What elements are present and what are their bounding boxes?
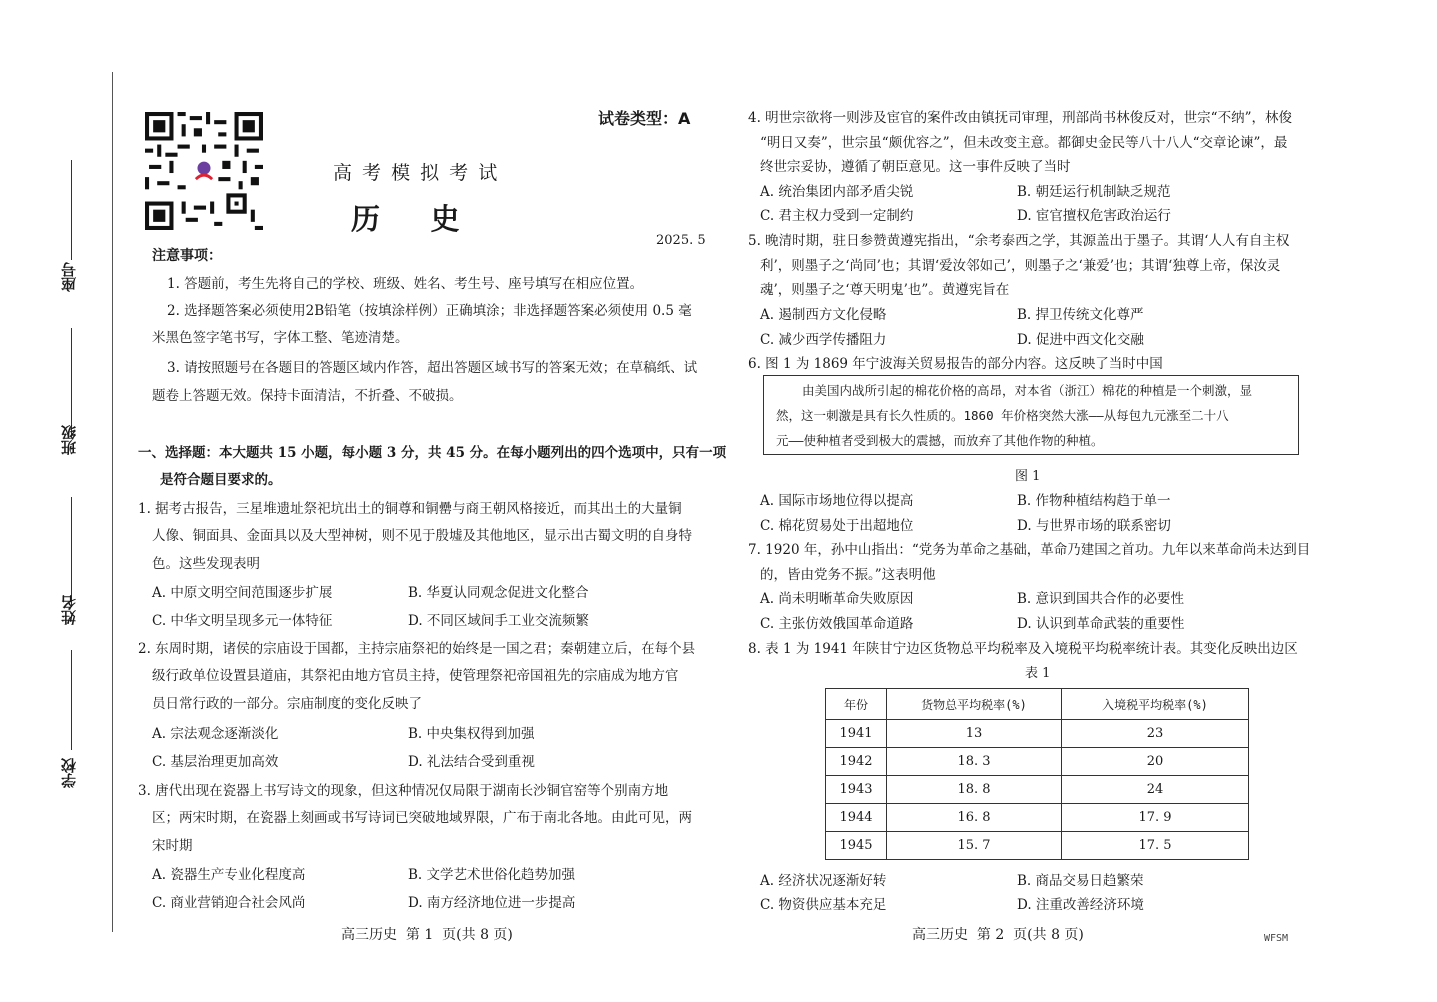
q2-option-b[interactable]: B. 中央集权得到加强	[408, 726, 535, 742]
question-1-text: 1. 据考古报告，三星堆遗址祭祀坑出土的铜尊和铜罍与商王朝风格接近，而其出土的大量铜	[138, 501, 682, 517]
figure-1-label: 图 1	[1015, 469, 1041, 484]
table-cell: 23	[1062, 720, 1249, 748]
page-footer-1: 高三历史 第 1 页(共 8 页)	[341, 927, 513, 943]
table-row	[826, 804, 1249, 832]
name-label: 姓名	[60, 595, 78, 625]
table-row	[826, 776, 1249, 804]
q4-option-d[interactable]: D. 宦官擅权危害政治运行	[1017, 208, 1171, 224]
qr-code-icon	[145, 112, 263, 230]
notice-item: 米黑色签字笔书写，字体工整、笔迹清楚。	[152, 330, 409, 346]
table-1	[825, 688, 1249, 860]
q6-option-c[interactable]: C. 棉花贸易处于出超地位	[760, 518, 914, 534]
section-heading: 一、选择题：本大题共 15 小题，每小题 3 分，共 45 分。在每小题列出的四个选项中，只有一项	[138, 445, 727, 461]
table-cell: 1944	[826, 804, 887, 832]
subject-title: 历 史	[351, 202, 460, 236]
table-cell: 16. 8	[887, 804, 1062, 832]
q4-option-c[interactable]: C. 君主权力受到一定制约	[760, 208, 914, 224]
q2-option-a[interactable]: A. 宗法观念逐渐淡化	[152, 726, 279, 742]
q5-option-c[interactable]: C. 减少西学传播阻力	[760, 332, 887, 348]
question-5-text: 利’，则墨子之‘尚同’也；其谓‘爱汝邻如己’，则墨子之‘兼爱’也；其谓‘独尊上帝，保汝灵	[760, 258, 1281, 274]
q5-option-b[interactable]: B. 捍卫传统文化尊严	[1017, 307, 1144, 323]
paper-type: 试卷类型：A	[598, 109, 691, 128]
q4-option-a[interactable]: A. 统治集团内部矛盾尖锐	[760, 184, 914, 200]
question-3-text: 区；两宋时期，在瓷器上刻画或书写诗词已突破地域界限，广布于南北各地。由此可见，两	[152, 810, 692, 826]
quote-line: 由美国内战所引起的棉花价格的高昂，对本省（浙江）棉花的种植是一个刺激，显	[802, 383, 1253, 398]
table-1-label: 表 1	[1025, 666, 1051, 681]
notice-item: 1. 答题前，考生先将自己的学校、班级、姓名、考生号、座号填写在相应位置。	[167, 276, 644, 292]
binding-line	[112, 72, 113, 932]
quote-line: 元——使种植者受到极大的震撼，而放弃了其他作物的种植。	[776, 433, 1104, 448]
notice-item: 3. 请按照题号在各题目的答题区域内作答，超出答题区域书写的答案无效；在草稿纸、试	[167, 360, 698, 376]
table-cell: 1942	[826, 748, 887, 776]
exam-date: 2025. 5	[656, 233, 706, 248]
q1-option-b[interactable]: B. 华夏认同观念促进文化整合	[408, 585, 589, 601]
section-heading-cont: 是符合题目要求的。	[160, 472, 282, 488]
q6-option-a[interactable]: A. 国际市场地位得以提高	[760, 493, 914, 509]
question-2-text: 2. 东周时期，诸侯的宗庙设于国都，主持宗庙祭祀的始终是一国之君；秦朝建立后，在每个县	[138, 641, 696, 657]
q8-option-a[interactable]: A. 经济状况逐渐好转	[760, 873, 887, 889]
q2-option-d[interactable]: D. 礼法结合受到重视	[408, 754, 535, 770]
notice-item: 题卷上答题无效。保持卡面清洁，不折叠、不破损。	[152, 388, 463, 404]
table-header: 年份	[826, 689, 887, 720]
q3-option-b[interactable]: B. 文学艺术世俗化趋势加强	[408, 867, 576, 883]
question-8-text: 8. 表 1 为 1941 年陕甘宁边区货物总平均税率及入境税平均税率统计表。其变化反映出边区	[748, 641, 1298, 657]
table-cell: 20	[1062, 748, 1249, 776]
print-mark: WFSM	[1264, 933, 1289, 944]
quote-line: 然，这一刺激是具有长久性质的。1860 年价格突然大涨——从每包九元涨至二十八	[776, 408, 1229, 423]
table-cell: 1943	[826, 776, 887, 804]
q7-option-a[interactable]: A. 尚未明晰革命失败原因	[760, 591, 914, 607]
question-3-text: 3. 唐代出现在瓷器上书写诗文的现象，但这种情况仅局限于湖南长沙铜官窑等个别南方地	[138, 783, 669, 799]
table-cell: 1941	[826, 720, 887, 748]
question-4-text: “明日又奏”，世宗虽“颇优容之”，但未改变主意。都御史金民等八十八人“交章论谏”，最	[760, 135, 1288, 151]
q3-option-a[interactable]: A. 瓷器生产专业化程度高	[152, 867, 306, 883]
table-row	[826, 748, 1249, 776]
q6-option-b[interactable]: B. 作物种植结构趋于单一	[1017, 493, 1171, 509]
figure-1-quote	[763, 375, 1299, 455]
table-row	[826, 720, 1249, 748]
q4-option-b[interactable]: B. 朝廷运行机制缺乏规范	[1017, 184, 1171, 200]
question-1-text: 人像、铜面具、金面具以及大型神树，则不见于殷墟及其他地区，显示出古蜀文明的自身特	[152, 528, 692, 544]
q7-option-b[interactable]: B. 意识到国共合作的必要性	[1017, 591, 1185, 607]
table-header: 入境税平均税率(%)	[1062, 689, 1249, 720]
question-4-text: 4. 明世宗欲将一则涉及宦官的案件改由镇抚司审理，刑部尚书林俊反对，世宗“不纳”，林俊	[748, 110, 1292, 126]
q3-option-d[interactable]: D. 南方经济地位进一步提高	[408, 895, 576, 911]
question-5-text: 魂’，则墨子之‘尊天明鬼’也”。黄遵宪旨在	[760, 282, 1010, 298]
table-cell: 24	[1062, 776, 1249, 804]
class-label: 班级	[60, 425, 78, 455]
q7-option-c[interactable]: C. 主张仿效俄国革命道路	[760, 616, 914, 632]
question-6-text: 6. 图 1 为 1869 年宁波海关贸易报告的部分内容。这反映了当时中国	[748, 356, 1163, 372]
question-7-text: 的，皆由党务不振。”这表明他	[760, 567, 936, 583]
table-header: 货物总平均税率(%)	[887, 689, 1062, 720]
table-cell: 17. 5	[1062, 832, 1249, 860]
q8-option-b[interactable]: B. 商品交易日趋繁荣	[1017, 873, 1144, 889]
question-5-text: 5. 晚清时期，驻日参赞黄遵宪指出，“余考泰西之学，其源盖出于墨子。其谓‘人人有自主权	[748, 233, 1290, 249]
seat-underline	[71, 160, 72, 260]
seat-label: 座号	[60, 262, 78, 292]
school-label: 学校	[60, 758, 78, 788]
question-7-text: 7. 1920 年，孙中山指出：“党务为革命之基础，革命乃建国之首功。九年以来革命尚未达到目	[748, 542, 1311, 558]
q3-option-c[interactable]: C. 商业营销迎合社会风尚	[152, 895, 306, 911]
notice-item: 2. 选择题答案必须使用2B铅笔（按填涂样例）正确填涂；非选择题答案必须使用 0.5 毫	[167, 303, 692, 319]
q7-option-d[interactable]: D. 认识到革命武装的重要性	[1017, 616, 1185, 632]
q1-option-d[interactable]: D. 不同区域间手工业交流频繁	[408, 613, 589, 629]
q8-option-d[interactable]: D. 注重改善经济环境	[1017, 897, 1144, 913]
q1-option-c[interactable]: C. 中华文明呈现多元一体特征	[152, 613, 333, 629]
table-row	[826, 832, 1249, 860]
table-header-row	[826, 689, 1249, 720]
table-cell: 18. 8	[887, 776, 1062, 804]
table-cell: 17. 9	[1062, 804, 1249, 832]
q2-option-c[interactable]: C. 基层治理更加高效	[152, 754, 279, 770]
table-cell: 13	[887, 720, 1062, 748]
notice-title: 注意事项：	[152, 248, 222, 264]
table-cell: 1945	[826, 832, 887, 860]
q1-option-a[interactable]: A. 中原文明空间范围逐步扩展	[152, 585, 333, 601]
question-2-text: 员日常行政的一部分。宗庙制度的变化反映了	[152, 696, 422, 712]
question-4-text: 终世宗妥协，遵循了朝臣意见。这一事件反映了当时	[760, 159, 1071, 175]
page-footer-2: 高三历史 第 2 页(共 8 页)	[912, 927, 1084, 943]
table-cell: 18. 3	[887, 748, 1062, 776]
school-underline	[71, 650, 72, 750]
exam-title: 高 考 模 拟 考 试	[333, 162, 500, 184]
question-2-text: 级行政单位设置县道庙，其祭祀由地方官员主持，使管理祭祀帝国祖先的宗庙成为地方官	[152, 668, 679, 684]
question-1-text: 色。这些发现表明	[152, 556, 260, 572]
table-cell: 15. 7	[887, 832, 1062, 860]
q8-option-c[interactable]: C. 物资供应基本充足	[760, 897, 887, 913]
q5-option-a[interactable]: A. 遏制西方文化侵略	[760, 307, 887, 323]
question-3-text: 宋时期	[152, 838, 193, 854]
q5-option-d[interactable]: D. 促进中西文化交融	[1017, 332, 1144, 348]
q6-option-d[interactable]: D. 与世界市场的联系密切	[1017, 518, 1171, 534]
